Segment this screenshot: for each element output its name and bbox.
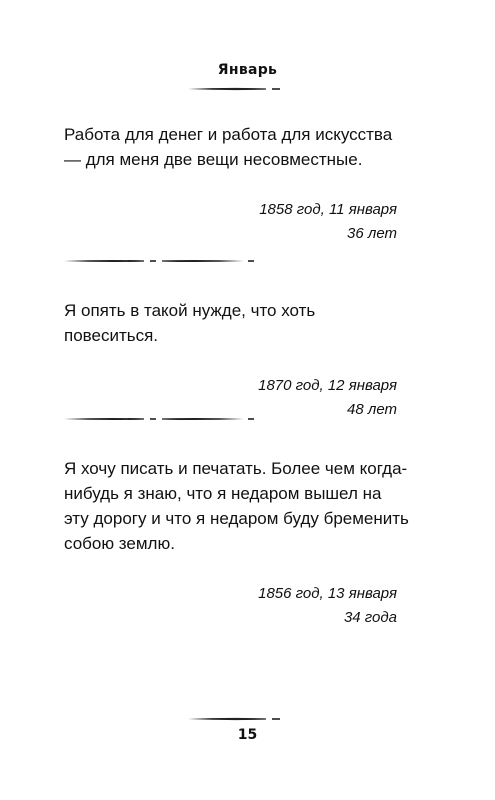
section-title: Январь: [217, 62, 278, 78]
quote-entry: [64, 456, 409, 630]
quote-meta: [64, 582, 409, 630]
author-age: 48 лет: [347, 401, 397, 418]
author-age: 34 года: [343, 609, 397, 626]
quote-date: 1870 год, 12 января: [258, 377, 397, 394]
quote-date: 1856 год, 13 января: [258, 585, 397, 602]
page-number: 15: [237, 727, 258, 743]
footer-divider: [188, 716, 280, 722]
page-header: [0, 62, 495, 78]
quote-text: Я опять в такой нужде, что хоть повеситься.: [64, 301, 316, 345]
quote-text: Работа для денег и работа для искусства — для меня две вещи несовместные.: [64, 125, 393, 169]
quote-text: Я хочу писать и печатать. Более чем когда-нибудь я знаю, что я недаром вышел на эту дорогу и что я недаром буду бременить собою землю.: [64, 459, 409, 553]
entry-divider: [64, 258, 254, 264]
quote-entry: [64, 298, 409, 422]
header-divider: [188, 86, 280, 92]
quote-meta: [64, 374, 409, 422]
quote-date: 1858 год, 11 января: [259, 201, 397, 218]
quote-meta: [64, 198, 409, 246]
author-age: 36 лет: [347, 225, 397, 242]
quote-entry: [64, 122, 409, 246]
entry-divider: [64, 416, 254, 422]
